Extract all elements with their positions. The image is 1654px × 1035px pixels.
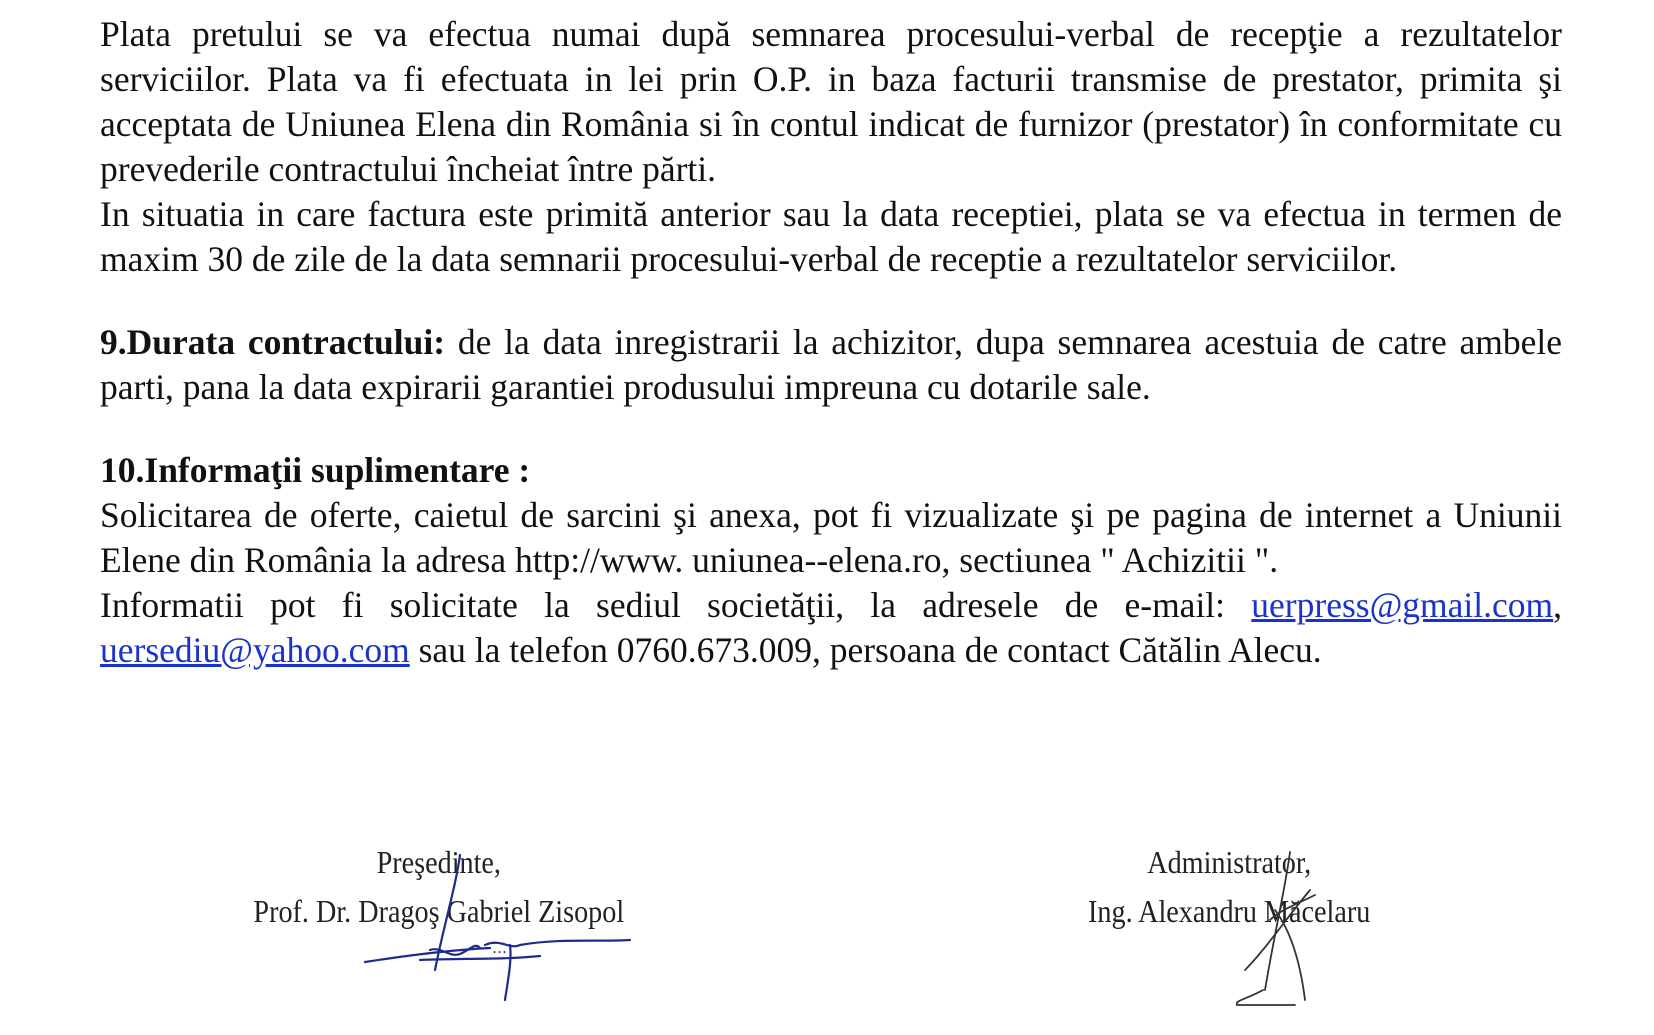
section-10-contact [100,583,1562,673]
signature-scrawl-text: … [492,939,507,957]
payment-term-paragraph: In situatia in care factura este primită anterior sau la data receptiei, plata se va efectua in termen de maxim 30 de zile de la data semnarii procesului-verbal de receptie a rezultatelor serviciilor. [100,194,1562,279]
signature-block-president [232,838,646,936]
email-link-uersediu[interactable]: uersediu@yahoo.com [100,630,410,670]
president-name: Prof. Dr. Dragoş Gabriel Zisopol [253,893,625,929]
section-9-heading: 9.Durata contractului: [100,322,446,362]
section-9-text: de la data inregistrarii la achizitor, dupa semnarea acestuia de catre ambele parti, pana la data expirarii garantiei produsului impreuna cu dotarile sale. [100,322,1562,407]
president-role: Preşedinte, [376,844,501,880]
administrator-role: Administrator, [1147,844,1312,880]
comma: , [1553,585,1562,625]
section-10-heading: 10.Informaţii suplimentare : [100,450,531,490]
document-body [100,12,1562,673]
signature-block-administrator [1062,838,1396,936]
contact-details: sau la telefon 0760.673.009, persoana de contact Cătălin Alecu. [409,630,1322,670]
email-link-uerpress[interactable]: uerpress@gmail.com [1251,585,1554,625]
section-10-heading-line [100,448,1562,493]
contact-intro: Informatii pot fi solicitate la sediul societăţii, la adresele de e-mail: [100,585,1252,625]
administrator-name: Ing. Alexandru Măcelaru [1088,893,1371,929]
payment-paragraph: Plata pretului se va efectua numai după semnarea procesului-verbal de recepţie a rezultatelor serviciilor. Plata va fi efectuata in lei prin O.P. in baza facturii transmise de prestator, primita şi acceptata de Uniunea Elena din România si în contul indicat de furnizor (prestator) în conformitate cu prevederile contractului încheiat între părti. [100,14,1562,189]
section-10-text: Solicitarea de oferte, caietul de sarcini şi anexa, pot fi vizualizate şi pe pagina de internet a Uniunii Elene din România la adresa http://www. uniunea--elena.ro, sectiunea " Achizitii ". [100,495,1562,580]
section-9 [100,320,1562,410]
